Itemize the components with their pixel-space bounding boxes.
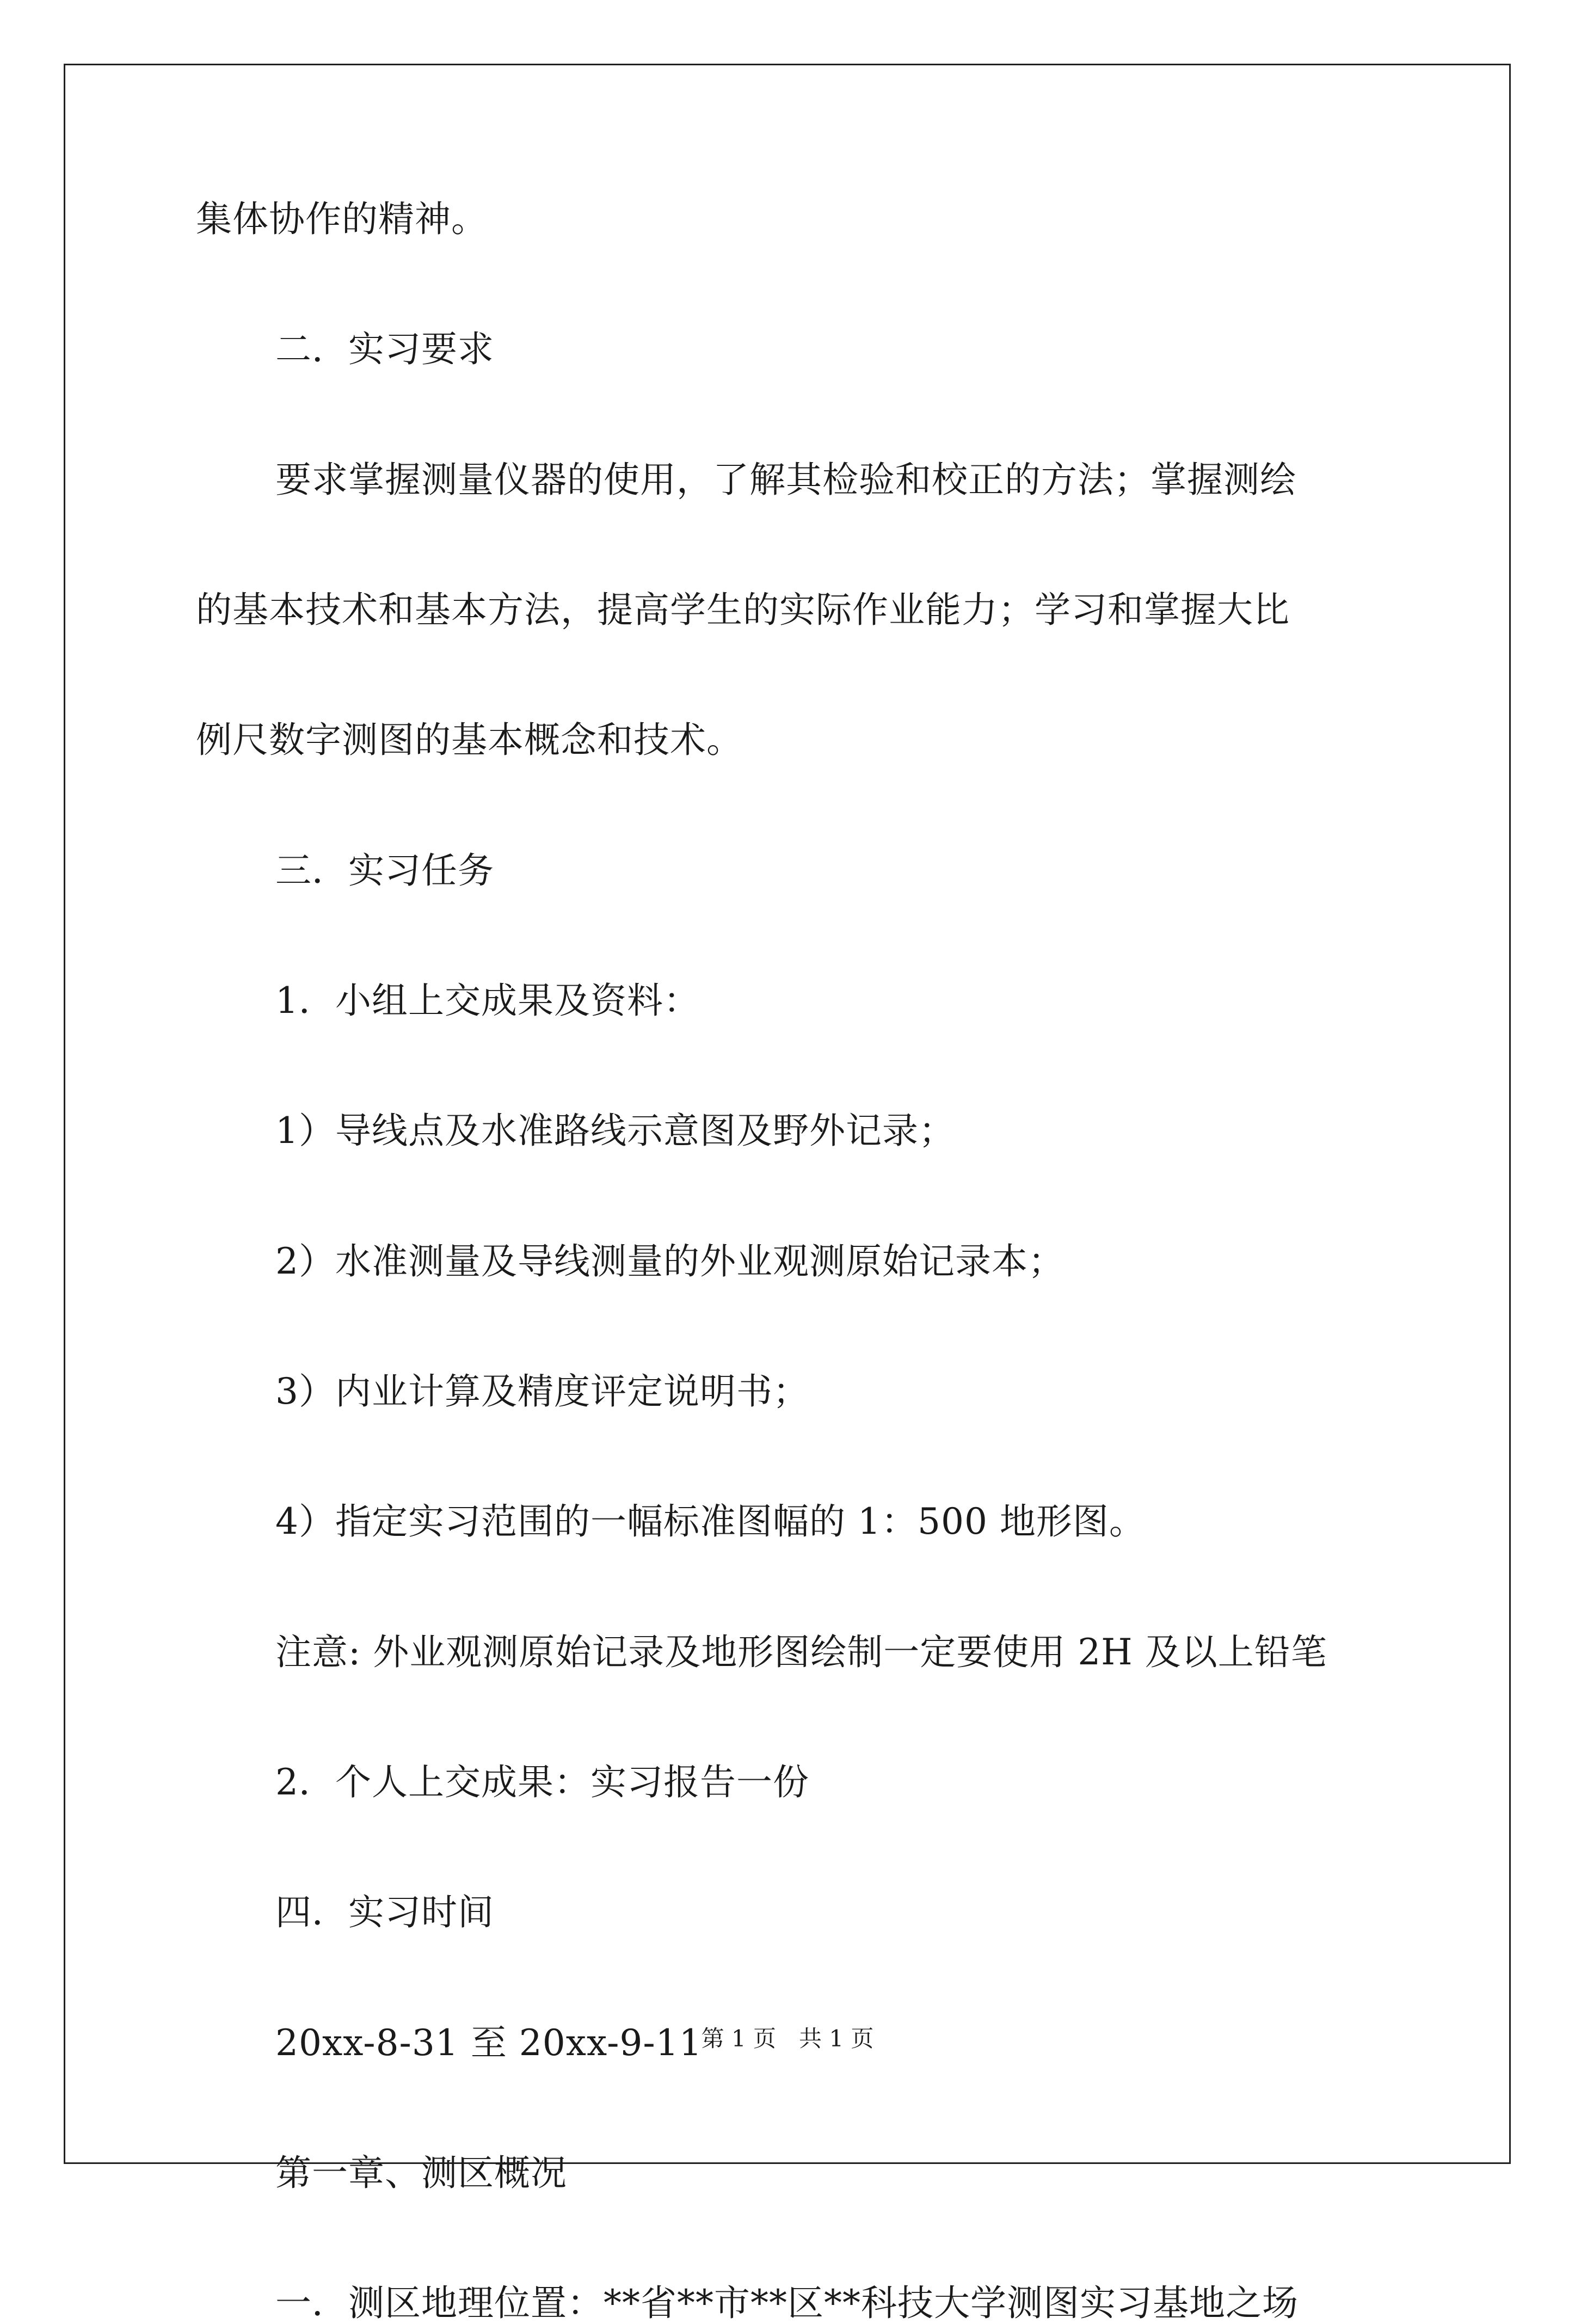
page-footer: 第 1 页 共 1 页 — [701, 2025, 874, 2052]
paragraph-line: 要求掌握测量仪器的使用，了解其检验和校正的方法；掌握测绘 — [275, 459, 1296, 501]
list-item: 2）水准测量及导线测量的外业观测原始记录本； — [275, 1240, 1065, 1282]
paragraph-line: 的基本技术和基本方法，提高学生的实际作业能力；学习和掌握大比 — [196, 589, 1290, 631]
list-item: 1）导线点及水准路线示意图及野外记录； — [275, 1110, 955, 1152]
section-heading: 二．实习要求 — [275, 328, 494, 370]
paragraph-line: 例尺数字测图的基本概念和技术。 — [196, 719, 743, 761]
paragraph-line: 集体协作的精神。 — [196, 198, 488, 240]
list-item: 3）内业计算及精度评定说明书； — [275, 1370, 809, 1412]
section-heading: 四．实习时间 — [275, 1891, 494, 1933]
list-item: 4）指定实习范围的一幅标准图幅的 1：500 地形图。 — [275, 1501, 1146, 1542]
list-item: 2．个人上交成果：实习报告一份 — [275, 1761, 809, 1803]
section-heading: 三．实习任务 — [275, 850, 494, 892]
note-line: 注意: 外业观测原始记录及地形图绘制一定要使用 2H 及以上铅笔 — [275, 1631, 1327, 1673]
date-range: 20xx-8-31 至 20xx-9-11 — [275, 2022, 703, 2064]
chapter-heading: 第一章、测区概况 — [275, 2152, 567, 2194]
paragraph-line: 一．测区地理位置：**省**市**区**科技大学测图实习基地之场 — [275, 2282, 1299, 2324]
list-item: 1．小组上交成果及资料： — [275, 980, 700, 1022]
